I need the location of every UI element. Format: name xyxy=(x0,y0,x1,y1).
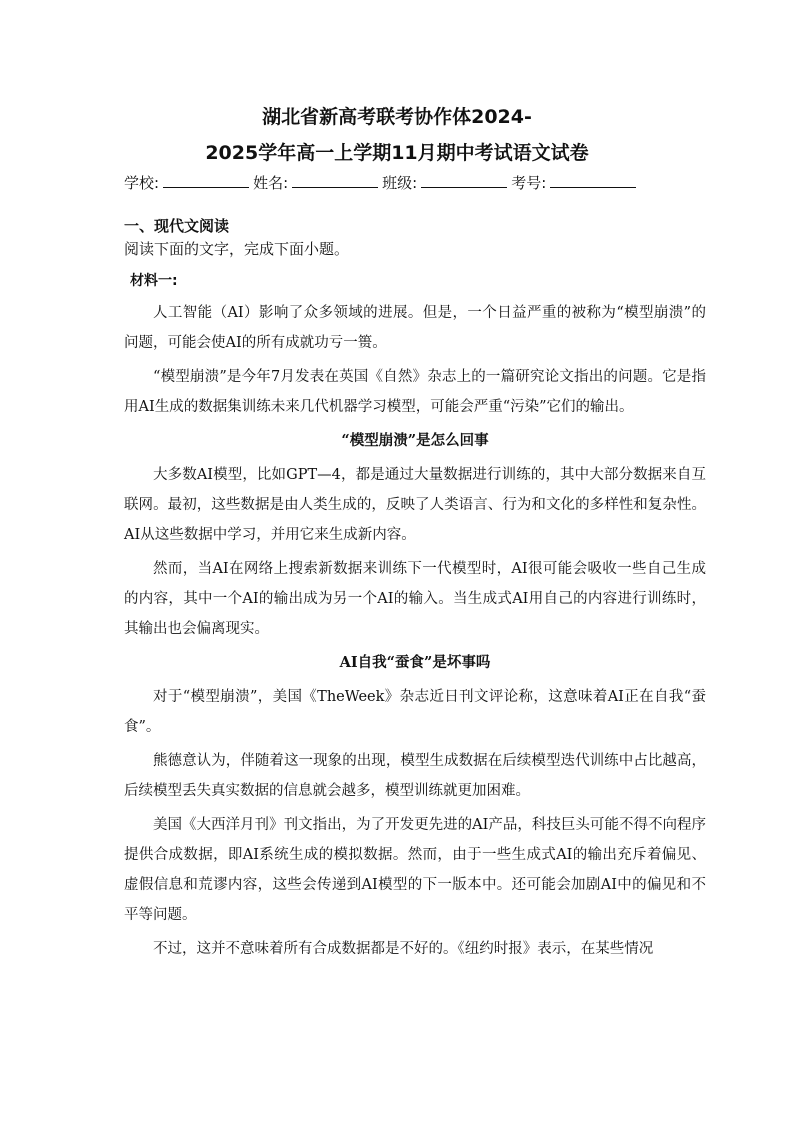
paragraph: 熊德意认为，伴随着这一现象的出现，模型生成数据在后续模型迭代训练中占比越高，后续模型丢失真实数据的信息就会越多，模型训练就更加困难。 xyxy=(124,753,706,799)
school-label: 学校: xyxy=(124,174,160,192)
subheading: AI自我“蚕食”是坏事吗 xyxy=(339,654,491,671)
paragraph: 然而，当AI在网络上搜索新数据来训练下一代模型时，AI很可能会吸收一些自己生成的内容，其中一个AI的输出成为另一个AI的输入。当生成式AI用自己的内容进行训练时，其输出也会偏离现实。 xyxy=(124,561,706,637)
name-label: 姓名: xyxy=(253,174,289,192)
paragraph: “模型崩溃”是今年7月发表在英国《自然》杂志上的一篇研究论文指出的问题。它是指用AI生成的数据集训练未来几代机器学习模型，可能会严重“污染”它们的输出。 xyxy=(124,369,706,415)
class-blank[interactable] xyxy=(421,173,507,188)
paragraph: 对于“模型崩溃”，美国《TheWeek》杂志近日刊文评论称，这意味着AI正在自我“蚕食”。 xyxy=(124,689,706,735)
paragraph: 大多数AI模型，比如GPT—4，都是通过大量数据进行训练的，其中大部分数据来自互联网。最初，这些数据是由人类生成的，反映了人类语言、行为和文化的多样性和复杂性。AI从这些数据中学习，并用它来生成新内容。 xyxy=(124,467,706,543)
paragraph: 人工智能（AI）影响了众多领域的进展。但是，一个日益严重的被称为“模型崩溃”的问题，可能会使AI的所有成就功亏一篑。 xyxy=(124,305,706,351)
exam-title-line2: 2025学年高一上学期11月期中考试语文试卷 xyxy=(205,142,589,164)
subheading: “模型崩溃”是怎么回事 xyxy=(341,432,489,449)
passage xyxy=(124,298,706,968)
section-instruction: 阅读下面的文字，完成下面小题。 xyxy=(124,240,350,258)
student-info-row xyxy=(124,172,684,193)
section-title: 一、现代文阅读 xyxy=(124,217,230,235)
school-blank[interactable] xyxy=(163,173,249,188)
exam-no-label: 考号: xyxy=(511,174,547,192)
name-blank[interactable] xyxy=(292,173,378,188)
paragraph: 不过，这并不意味着所有合成数据都是不好的。《纽约时报》表示，在某些情况 xyxy=(153,941,654,957)
class-label: 班级: xyxy=(382,174,418,192)
exam-title-line1: 湖北省新高考联考协作体2024- xyxy=(262,106,532,128)
paragraph: 美国《大西洋月刊》刊文指出，为了开发更先进的AI产品，科技巨头可能不得不向程序提供合成数据，即AI系统生成的模拟数据。然而，由于一些生成式AI的输出充斥着偏见、虚假信息和荒谬内容，这些会传递到AI模型的下一版本中。还可能会加剧AI中的偏见和不平等问题。 xyxy=(124,817,706,923)
exam-no-blank[interactable] xyxy=(550,173,636,188)
material-label: 材料一: xyxy=(130,273,178,289)
